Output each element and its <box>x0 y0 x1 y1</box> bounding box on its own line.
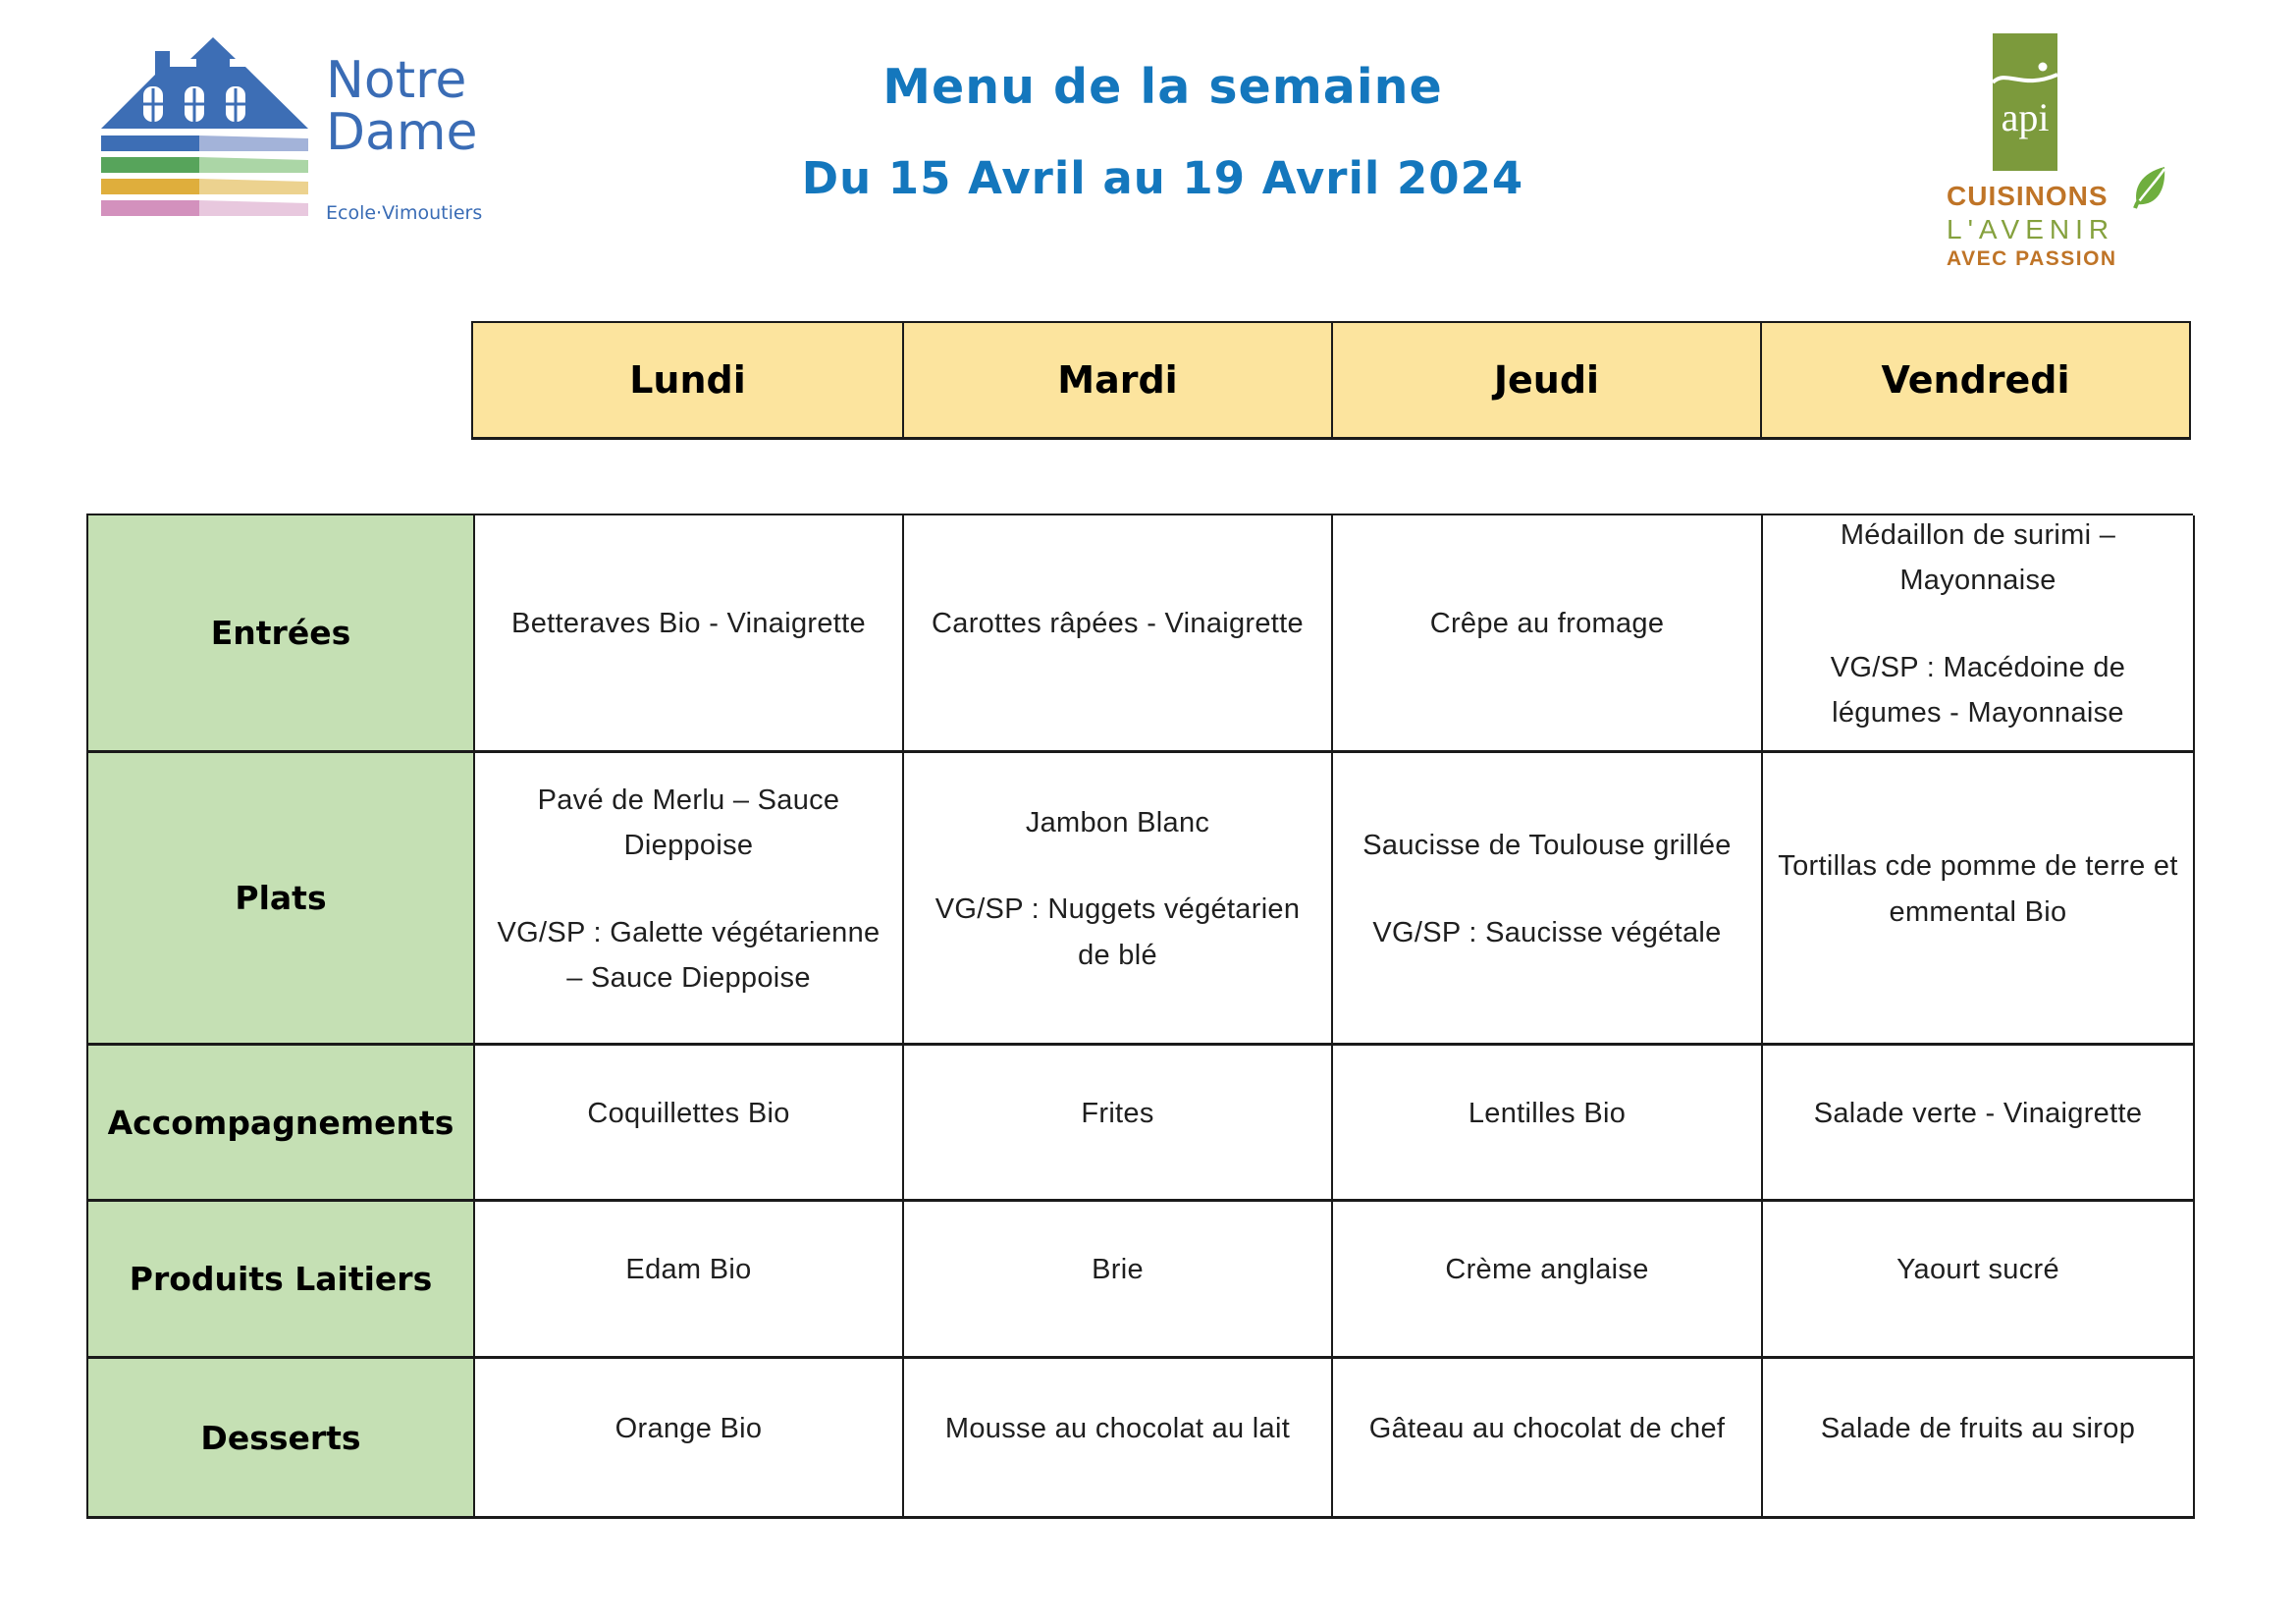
menu-item-text: VG/SP : Nuggets végétarien de blé <box>934 893 1301 971</box>
menu-item-text: Médaillon de surimi – Mayonnaise <box>1840 518 2116 597</box>
menu-cell <box>904 753 1333 1046</box>
school-name-line2: Dame <box>326 103 478 163</box>
api-slogan-line3: AVEC PASSION <box>1947 247 2117 270</box>
menu-cell <box>1333 1046 1763 1202</box>
date-range: Du 15 Avril au 19 Avril 2024 <box>801 152 1524 204</box>
menu-cell <box>1333 515 1763 753</box>
menu-item-text: Tortillas cde pomme de terre et emmental Bio <box>1778 850 2178 928</box>
api-logo-block <box>1993 33 2057 171</box>
menu-cell <box>904 1359 1333 1519</box>
menu-item-text: Betteraves Bio - Vinaigrette <box>511 608 866 640</box>
menu-cell <box>475 515 904 753</box>
api-slogan-line1: CUISINONS <box>1947 181 2109 211</box>
menu-item-text: Frites <box>1081 1097 1154 1129</box>
day-header-mardi: Mardi <box>902 323 1331 437</box>
menu-item-text: Edam Bio <box>625 1254 752 1286</box>
day-header-row <box>471 321 2191 440</box>
menu-item-text: Coquillettes Bio <box>587 1097 790 1129</box>
menu-item-text: Brie <box>1092 1254 1144 1286</box>
menu-item-text: VG/SP : Macédoine de légumes - Mayonnaise <box>1830 651 2126 729</box>
row-label-3: Produits Laitiers <box>88 1202 475 1359</box>
row-label-4: Desserts <box>88 1359 475 1519</box>
menu-cell <box>1763 1046 2195 1202</box>
menu-item-text: Saucisse de Toulouse grillée <box>1362 830 1732 862</box>
menu-item-text: Mousse au chocolat au lait <box>944 1412 1291 1444</box>
menu-cell <box>475 1046 904 1202</box>
menu-grid <box>86 514 2193 1519</box>
day-header-lundi: Lundi <box>629 358 746 402</box>
menu-cell <box>1333 1202 1763 1359</box>
menu-cell <box>904 1046 1333 1202</box>
menu-cell <box>1333 1359 1763 1519</box>
menu-item-text: Salade verte - Vinaigrette <box>1813 1097 2143 1129</box>
menu-item-text: Crème anglaise <box>1445 1254 1649 1286</box>
api-logo <box>1947 33 2197 270</box>
menu-cell <box>475 1202 904 1359</box>
menu-cell <box>1333 753 1763 1046</box>
menu-item-text: Gâteau au chocolat de chef <box>1368 1412 1726 1444</box>
menu-item-text: Salade de fruits au sirop <box>1820 1412 2136 1444</box>
menu-cell <box>1763 1202 2195 1359</box>
school-name-line1: Notre <box>326 51 467 110</box>
leaf-icon <box>2121 163 2172 214</box>
row-label-0: Entrées <box>88 515 475 753</box>
row-label-2: Accompagnements <box>88 1046 475 1202</box>
page-title: Menu de la semaine <box>882 59 1443 115</box>
menu-cell <box>1763 515 2195 753</box>
row-label-1: Plats <box>88 753 475 1046</box>
menu-cell <box>1763 1359 2195 1519</box>
menu-cell <box>1763 753 2195 1046</box>
day-header-vendredi: Vendredi <box>1760 323 2189 437</box>
menu-item-text: VG/SP : Galette végétarienne – Sauce Dieppoise <box>497 916 881 994</box>
menu-cell <box>904 1202 1333 1359</box>
menu-item-text: Crêpe au fromage <box>1429 608 1665 640</box>
menu-cell <box>475 1359 904 1519</box>
menu-item-text: Orange Bio <box>614 1412 763 1444</box>
menu-item-text: Yaourt sucré <box>1896 1254 2059 1286</box>
day-header-jeudi: Jeudi <box>1331 323 1760 437</box>
menu-item-text: Jambon Blanc <box>1025 806 1210 839</box>
api-wordmark: api <box>2001 95 2050 139</box>
menu-item-text: VG/SP : Saucisse végétale <box>1372 916 1722 948</box>
api-slogan-line2: L'AVENIR <box>1947 214 2115 244</box>
menu-cell <box>475 753 904 1046</box>
menu-item-text: Carottes râpées - Vinaigrette <box>932 608 1304 640</box>
menu-item-text: Pavé de Merlu – Sauce Dieppoise <box>537 784 840 862</box>
school-subtitle: Ecole·Vimoutiers <box>326 202 483 224</box>
menu-item-text: Lentilles Bio <box>1468 1097 1627 1129</box>
menu-cell <box>904 515 1333 753</box>
